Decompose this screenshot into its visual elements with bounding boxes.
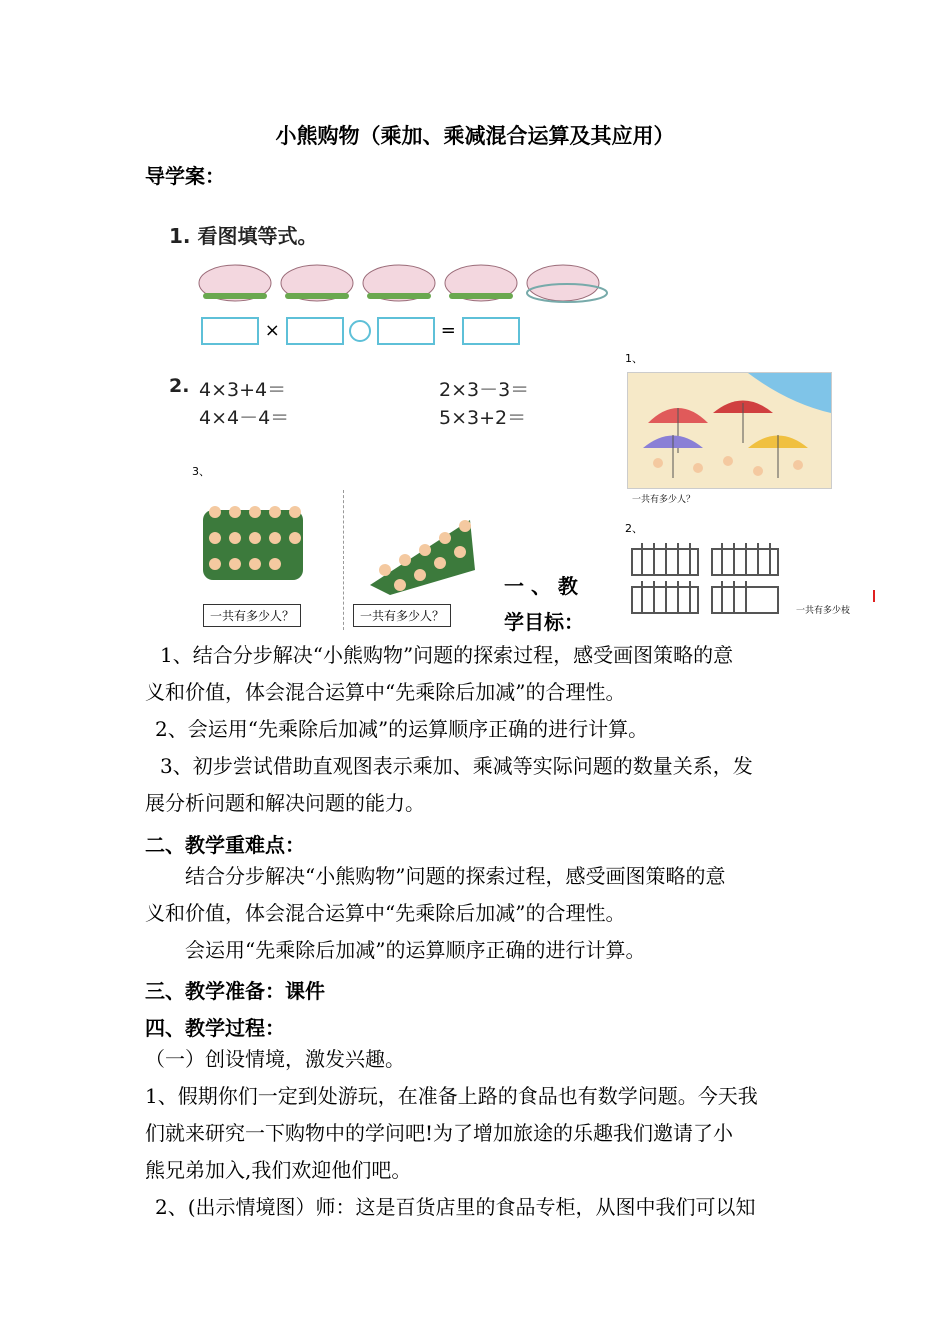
- section4-heading: 四、教学过程：: [145, 1016, 285, 1040]
- section3-heading: 三、教学准备：课件: [145, 979, 325, 1003]
- process-paragraph: 1、假期你们一定到处游玩，在准备上路的食品也有数学问题。今天我: [145, 1084, 758, 1108]
- q3-label: 3、: [192, 465, 210, 478]
- right-q1-label: 1、: [625, 352, 643, 365]
- beach-illustration: [628, 373, 831, 488]
- q1-label: 1. 看图填等式。: [169, 224, 318, 248]
- fill-equation: [201, 317, 520, 345]
- objective-1: 1、结合分步解决“小熊购物”问题的探索过程，感受画图策略的意: [160, 643, 734, 667]
- red-mark: [873, 590, 875, 602]
- crowd-caption: 一共有多少人？: [203, 604, 301, 627]
- q2-item: 5×3+2＝: [439, 407, 527, 429]
- q2-label: 2.: [169, 375, 190, 397]
- crowd-image-right: [350, 490, 490, 630]
- keypoint-1: 结合分步解决“小熊购物”问题的探索过程，感受画图策略的意: [185, 864, 726, 888]
- objective-1-cont: 义和价值，体会混合运算中“先乘除后加减”的合理性。: [145, 680, 626, 704]
- pencil-caption: 一共有多少枝: [796, 606, 851, 616]
- times-sign: ×: [264, 320, 280, 341]
- objective-3: 3、初步尝试借助直观图表示乘加、乘减等实际问题的数量关系，发: [160, 754, 753, 778]
- process-paragraph: 们就来研究一下购物中的学问吧!为了增加旅途的乐趣我们邀请了小: [145, 1121, 734, 1145]
- beach-image: [627, 372, 832, 489]
- objective-3-cont: 展分析问题和解决问题的能力。: [145, 791, 425, 815]
- crowd-caption: 一共有多少人？: [353, 604, 451, 627]
- keypoint-1-cont: 义和价值，体会混合运算中“先乘除后加减”的合理性。: [145, 901, 626, 925]
- process-step-heading: （一）创设情境，激发兴趣。: [145, 1047, 405, 1071]
- right-q2-label: 2、: [625, 522, 643, 535]
- section1-heading: 一 、 教: [504, 574, 578, 598]
- crowd-illustration: [195, 490, 338, 600]
- exercise-image: [165, 205, 610, 430]
- equals-sign: =: [440, 320, 456, 341]
- pencil-sets-illustration: [628, 543, 788, 618]
- answer-box[interactable]: [286, 317, 344, 345]
- q2-item: 4×3+4＝: [199, 379, 287, 401]
- crowd-image-left: [195, 490, 338, 630]
- process-paragraph: 2、(出示情境图）师：这是百货店里的食品专柜，从图中我们可以知: [155, 1195, 756, 1219]
- q2-item: 4×4－4＝: [199, 407, 290, 429]
- peaches-illustration: [195, 257, 615, 305]
- answer-box[interactable]: [377, 317, 435, 345]
- objective-2: 2、会运用“先乘除后加减”的运算顺序正确的进行计算。: [155, 717, 649, 741]
- beach-caption: 一共有多少人？: [632, 495, 696, 505]
- keypoint-2: 会运用“先乘除后加减”的运算顺序正确的进行计算。: [185, 938, 646, 962]
- crowd-illustration: [350, 490, 480, 600]
- answer-box[interactable]: [201, 317, 259, 345]
- operator-circle[interactable]: [349, 320, 371, 342]
- q2-item: 2×3－3＝: [439, 379, 530, 401]
- divider: [343, 490, 345, 630]
- answer-box[interactable]: [462, 317, 520, 345]
- section1-heading-cont: 学目标：: [504, 610, 584, 634]
- page-title: 小熊购物（乘加、乘减混合运算及其应用）: [275, 124, 675, 148]
- section2-heading: 二、教学重难点：: [145, 833, 305, 857]
- process-paragraph: 熊兄弟加入,我们欢迎他们吧。: [145, 1158, 412, 1182]
- guide-label: 导学案：: [145, 164, 225, 188]
